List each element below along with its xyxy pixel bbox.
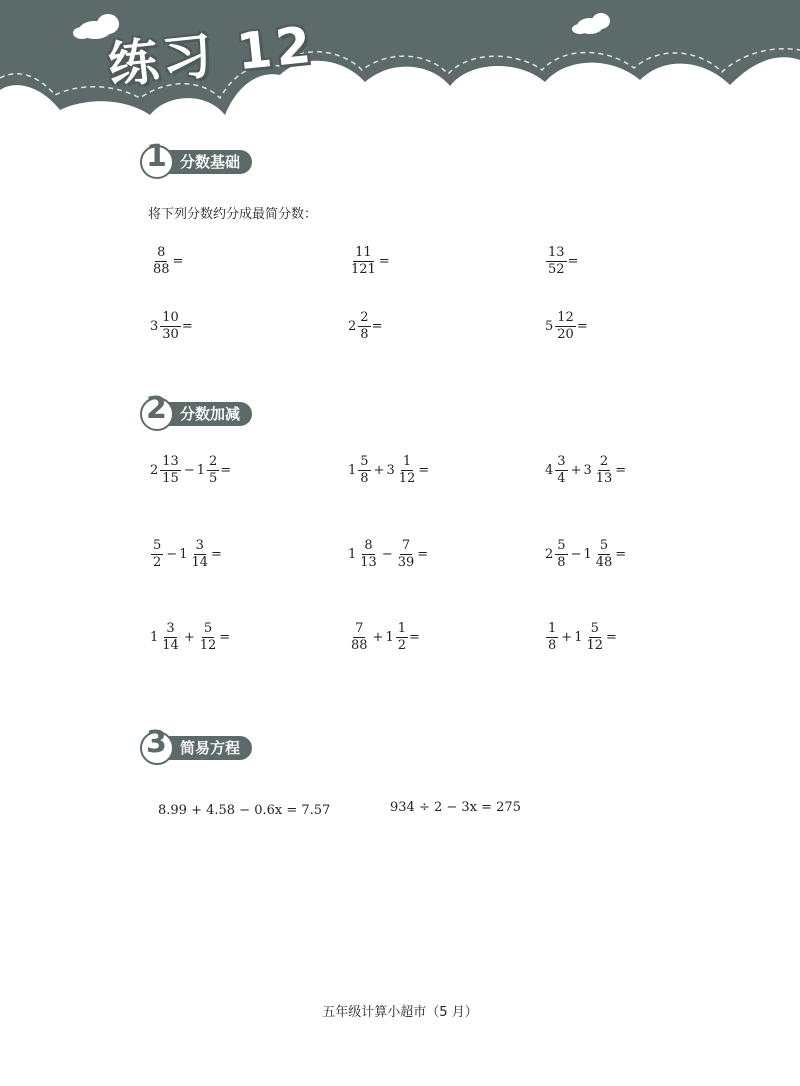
- fraction: [349, 622, 370, 653]
- denominator: 5: [209, 471, 218, 486]
- whole-number: 1: [348, 463, 357, 478]
- equals-sign: =: [378, 254, 390, 269]
- numerator: 13: [162, 454, 179, 469]
- fraction: [546, 622, 558, 653]
- fraction: [396, 539, 417, 570]
- equation-2: 934 ÷ 2 − 3x = 275: [390, 800, 521, 815]
- equals-sign: =: [576, 319, 588, 334]
- fraction: [160, 455, 181, 486]
- equals-sign: =: [615, 463, 627, 478]
- fraction: [349, 246, 378, 277]
- operator: +: [372, 630, 384, 645]
- operator: +: [373, 463, 385, 478]
- equals-sign: =: [409, 630, 420, 645]
- fraction: [396, 622, 408, 653]
- operator: +: [183, 630, 195, 645]
- equals-sign: =: [606, 630, 617, 645]
- whole-number: 2: [545, 547, 554, 562]
- numerator: 11: [355, 245, 372, 260]
- section-header-2: [140, 391, 252, 431]
- fraction: [358, 311, 370, 342]
- header-banner: [0, 0, 800, 140]
- fraction: [151, 246, 172, 277]
- section-number-badge: [140, 391, 174, 431]
- whole-number: 3: [583, 463, 592, 478]
- operator: −: [381, 547, 393, 562]
- equals-sign: =: [417, 547, 429, 562]
- numerator: 7: [401, 538, 411, 553]
- section-number-badge: [140, 725, 174, 765]
- whole-number: 3: [386, 463, 395, 478]
- numerator: 1: [397, 621, 407, 636]
- instruction-text: 将下列分数约分成最简分数：: [148, 207, 318, 222]
- whole-number: 2: [348, 319, 357, 334]
- arithmetic-problem: [150, 622, 230, 653]
- denominator: 8: [557, 555, 566, 570]
- arithmetic-problem: [545, 539, 626, 570]
- numerator: 12: [557, 310, 574, 325]
- operator: +: [561, 630, 573, 645]
- numerator: 3: [557, 454, 566, 469]
- numerator: 1: [402, 454, 412, 469]
- numerator: 8: [364, 538, 373, 553]
- equals-sign: =: [567, 254, 579, 269]
- denominator: 14: [162, 638, 179, 653]
- operator: −: [166, 547, 178, 562]
- numerator: 5: [557, 538, 566, 553]
- arithmetic-problem: [348, 455, 429, 486]
- denominator: 8: [360, 327, 369, 342]
- fraction: [358, 539, 379, 570]
- numerator: 2: [599, 454, 609, 469]
- denominator: 12: [199, 638, 217, 653]
- whole-number: 1: [348, 547, 357, 562]
- numerator: 3: [166, 621, 175, 636]
- reduce-problem: [545, 246, 578, 277]
- numerator: 5: [203, 621, 213, 636]
- numerator: 2: [360, 310, 369, 325]
- fraction: [189, 539, 210, 570]
- fraction: [555, 455, 567, 486]
- fraction: [160, 311, 181, 342]
- equals-sign: =: [219, 630, 231, 645]
- whole-number: 5: [545, 319, 554, 334]
- fraction: [555, 311, 576, 342]
- numerator: 5: [360, 454, 369, 469]
- equals-sign: =: [172, 254, 184, 269]
- reduce-problem: [348, 246, 390, 277]
- denominator: 20: [557, 327, 574, 342]
- whole-number: 1: [179, 547, 188, 562]
- equals-sign: =: [181, 319, 193, 334]
- whole-number: 3: [150, 319, 159, 334]
- whole-number: 1: [574, 630, 583, 645]
- equals-sign: =: [418, 463, 430, 478]
- operator: −: [183, 463, 195, 478]
- fraction: [594, 455, 615, 486]
- section-number: 1: [146, 139, 167, 174]
- arithmetic-problem: [348, 539, 428, 570]
- denominator: 2: [397, 638, 407, 653]
- whole-number: 1: [196, 463, 206, 478]
- denominator: 15: [162, 471, 179, 486]
- reduce-problem: [545, 311, 588, 342]
- arithmetic-problem: [150, 539, 222, 570]
- whole-number: 2: [150, 463, 159, 478]
- equation-1: 8.99 + 4.58 − 0.6x = 7.57: [158, 803, 331, 818]
- denominator: 30: [162, 327, 179, 342]
- denominator: 88: [351, 638, 368, 653]
- numerator: 5: [599, 538, 609, 553]
- equals-sign: =: [371, 319, 383, 334]
- denominator: 2: [153, 555, 162, 570]
- fraction: [160, 622, 181, 653]
- fraction: [546, 246, 567, 277]
- fraction: [594, 539, 615, 570]
- denominator: 13: [595, 471, 613, 486]
- arithmetic-problem: [545, 622, 617, 653]
- fraction: [151, 539, 163, 570]
- fraction: [207, 455, 219, 486]
- section-title: 分数基础: [168, 150, 252, 174]
- denominator: 8: [360, 471, 369, 486]
- fraction: [397, 455, 418, 486]
- whole-number: 1: [150, 630, 159, 645]
- denominator: 13: [360, 555, 377, 570]
- arithmetic-problem: [545, 455, 626, 486]
- arithmetic-problem: [348, 622, 420, 653]
- section-number: 2: [146, 391, 167, 426]
- page-title: 练习 12: [105, 15, 318, 95]
- section-number-badge: [140, 139, 174, 179]
- page-footer: 五年级计算小超市（5 月）: [322, 1005, 478, 1020]
- reduce-problem: [150, 311, 193, 342]
- denominator: 39: [397, 555, 415, 570]
- reduce-problem: [150, 246, 183, 277]
- fraction: [358, 455, 370, 486]
- whole-number: 1: [385, 630, 394, 645]
- denominator: 12: [398, 471, 416, 486]
- arithmetic-problem: [150, 455, 231, 486]
- section-header-1: [140, 139, 252, 179]
- denominator: 88: [153, 262, 170, 277]
- denominator: 52: [548, 262, 565, 277]
- section-header-3: [140, 725, 252, 765]
- denominator: 121: [351, 262, 376, 277]
- operator: −: [570, 547, 582, 562]
- section-title: 简易方程: [168, 736, 252, 760]
- operator: +: [570, 463, 582, 478]
- numerator: 7: [355, 621, 364, 636]
- fraction: [198, 622, 219, 653]
- section-title: 分数加减: [168, 402, 252, 426]
- denominator: 14: [191, 555, 209, 570]
- denominator: 48: [595, 555, 613, 570]
- denominator: 8: [548, 638, 557, 653]
- fraction: [584, 622, 605, 653]
- numerator: 1: [548, 621, 557, 636]
- numerator: 13: [548, 245, 565, 260]
- fraction: [555, 539, 567, 570]
- denominator: 12: [586, 638, 604, 653]
- numerator: 5: [153, 538, 162, 553]
- whole-number: 1: [583, 547, 592, 562]
- reduce-problem: [348, 311, 382, 342]
- whole-number: 4: [545, 463, 554, 478]
- numerator: 10: [162, 310, 179, 325]
- numerator: 5: [590, 621, 599, 636]
- denominator: 4: [557, 471, 566, 486]
- equals-sign: =: [220, 463, 232, 478]
- numerator: 8: [157, 245, 166, 260]
- numerator: 3: [195, 538, 204, 553]
- numerator: 2: [209, 454, 218, 469]
- equals-sign: =: [615, 547, 627, 562]
- equals-sign: =: [211, 547, 222, 562]
- section-number: 3: [146, 725, 167, 760]
